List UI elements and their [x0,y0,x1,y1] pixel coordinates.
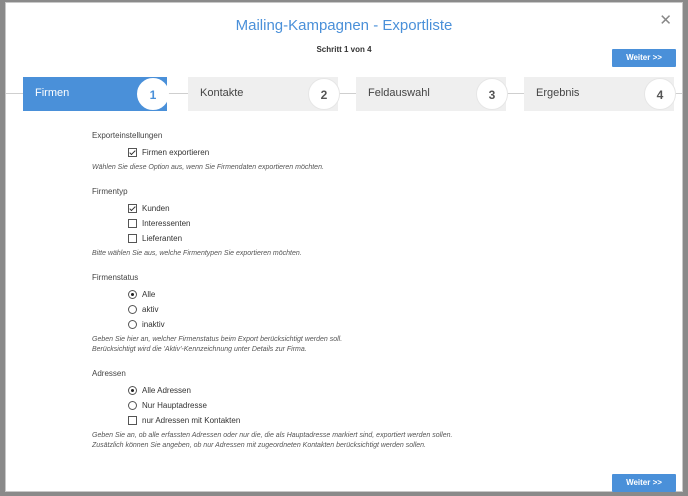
section-hint: Bitte wählen Sie aus, welche Firmentypen Sie exportieren möchten. [92,250,302,257]
checkbox-checked[interactable] [128,148,137,157]
radio-selected[interactable] [128,386,137,395]
step-number: 3 [476,78,508,110]
option-nur-adressen-mit-kontakten[interactable]: nur Adressen mit Kontakten [128,413,662,428]
section-hint: Wählen Sie diese Option aus, wenn Sie Firmendaten exportieren möchten. [92,164,324,171]
checkbox-checked[interactable] [128,204,137,213]
option-nur-hauptadresse[interactable]: Nur Hauptadresse [128,398,662,413]
radio[interactable] [128,320,137,329]
option-kunden[interactable]: Kunden [128,201,662,216]
step-label: Ergebnis [536,87,580,99]
section-label: Firmenstatus [92,273,139,282]
section-firmentyp [92,187,662,259]
option-alle[interactable]: Alle [128,287,662,302]
export-dialog [5,2,683,492]
step-number: 4 [644,78,676,110]
section-label: Exporteinstellungen [92,131,163,140]
section-export [92,131,662,173]
section-hint: Geben Sie an, ob alle erfassten Adressen oder nur die, die als Hauptadresse markiert sind, exportiert werden sollen. Zusätzlich können Sie angeben, ob nur Adressen mit zugeordneten Kontakten berücksichtigt werden sollen. [92,432,453,449]
section-firmenstatus [92,273,662,355]
section-adressen [92,369,662,451]
option-interessenten[interactable]: Interessenten [128,216,662,231]
step-indicator: Schritt 1 von 4 [316,45,372,54]
step-number: 2 [308,78,340,110]
step-feldauswahl[interactable] [356,77,506,111]
option-alle-adressen[interactable]: Alle Adressen [128,383,662,398]
settings-form [92,131,662,465]
step-kontakte[interactable] [188,77,338,111]
option-inaktiv[interactable]: inaktiv [128,317,662,332]
wizard-steps [6,77,682,111]
step-label: Kontakte [200,87,244,99]
step-label: Firmen [35,87,70,99]
checkbox[interactable] [128,219,137,228]
radio-selected[interactable] [128,290,137,299]
option-firmen-exportieren[interactable]: Firmen exportieren [128,145,662,160]
step-ergebnis[interactable] [524,77,674,111]
step-label: Feldauswahl [368,87,430,99]
section-label: Firmentyp [92,187,128,196]
step-number: 1 [137,78,169,110]
option-lieferanten[interactable]: Lieferanten [128,231,662,246]
step-firmen[interactable] [23,77,167,111]
option-aktiv[interactable]: aktiv [128,302,662,317]
dialog-title: Mailing-Kampagnen - Exportliste [235,17,453,34]
radio[interactable] [128,401,137,410]
checkbox[interactable] [128,234,137,243]
section-label: Adressen [92,369,126,378]
section-hint: Geben Sie hier an, welcher Firmenstatus beim Export berücksichtigt werden soll. Berücksichtigt wird die 'Aktiv'-Kennzeichnung unter Details zur Firma. [92,336,343,353]
next-button-top[interactable]: Weiter >> [612,49,676,67]
close-icon[interactable]: ✕ [659,12,672,29]
radio[interactable] [128,305,137,314]
checkbox[interactable] [128,416,137,425]
next-button-bottom[interactable]: Weiter >> [612,474,676,492]
